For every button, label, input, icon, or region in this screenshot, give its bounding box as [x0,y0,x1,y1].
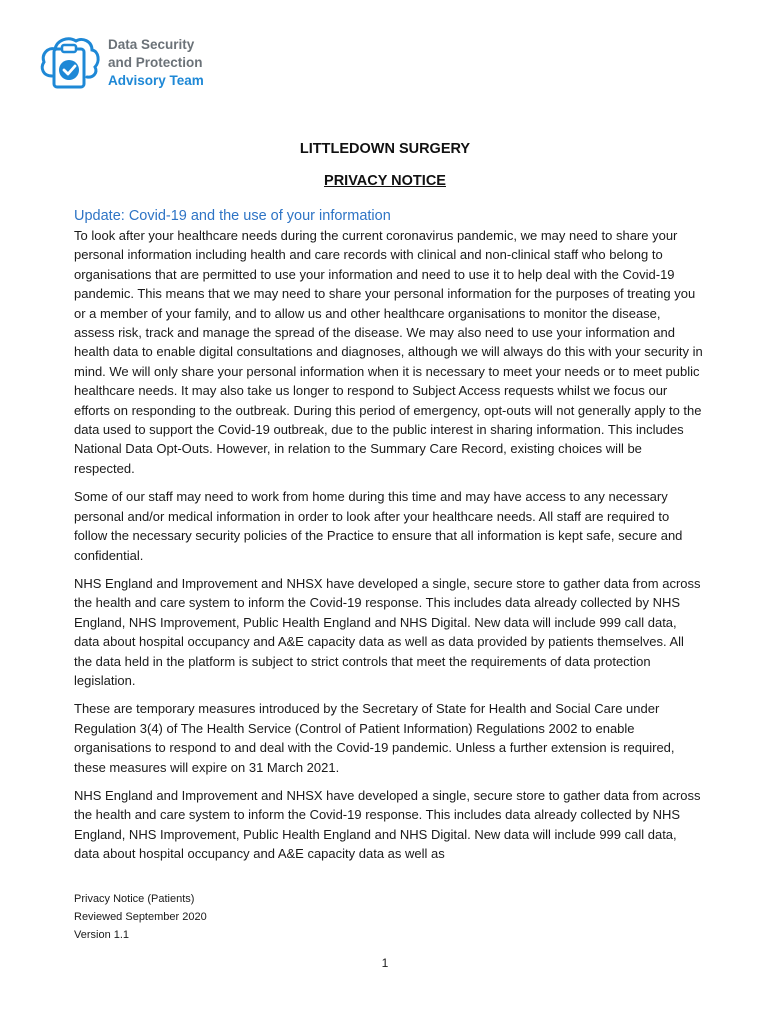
paragraph: NHS England and Improvement and NHSX have developed a single, secure store to gather data from across the health and care system to inform the Covid-19 response. This includes data already collected by NHS England, NHS Improvement, Public Health England and NHS Digital. New data will include 999 call data, data about hospital occupancy and A&E capacity data as well as [74,787,701,862]
logo-line-3: Advisory Team [108,73,204,88]
document-body [74,207,704,873]
logo [38,32,258,96]
clipboard-shield-check-icon [38,32,100,92]
surgery-title: LITTLEDOWN SURGERY [299,141,471,157]
paragraph: To look after your healthcare needs during the current coronavirus pandemic, we may need to share your personal information including health and care records with clinical and non-clinical staff who belong to organisations that are permitted to use your information and need to use it to help deal with the Covid-19 pandemic. This means that we may need to share your personal information for the purposes of treating you or a member of your family, and to allow us and other healthcare organisations to monitor the disease, assess risk, track and manage the spread of the disease. We may also need to use your information and health data to enable digital consultations and diagnoses, although we will always do this with your security in mind. We will only share your personal information when it is necessary to meet your needs or to meet public healthcare needs. It may also take us longer to respond to Subject Access requests whilst we focus our efforts on responding to the outbreak. During this period of emergency, opt-outs will not generally apply to the data used to support the Covid-19 outbreak, due to the public interest in sharing information. This includes National Data Opt-Outs. However, in relation to the Summary Care Record, existing choices will be respected. [74,228,703,476]
paragraph: Some of our staff may need to work from home during this time and may have access to any necessary personal and/or medical information in order to look after your healthcare needs. All staff are required to follow the necessary security policies of the Practice to ensure that all information is kept safe, secure and confidential. [74,489,683,563]
footer-version: Version 1.1 [74,929,130,941]
section-heading: Update: Covid-19 and the use of your information [74,208,391,224]
footer-document-name: Privacy Notice (Patients) [74,893,195,905]
logo-line-2: and Protection [108,55,203,70]
logo-text [108,36,204,90]
footer [74,890,207,944]
logo-line-1: Data Security [108,37,195,52]
page-number: 1 [381,956,389,970]
footer-reviewed-date: Reviewed September 2020 [74,911,207,923]
paragraph: These are temporary measures introduced by the Secretary of State for Health and Social Care under Regulation 3(4) of The Health Service (Control of Patient Information) Regulations 2002 to enable organisations to respond to and deal with the Covid-19 pandemic. Unless a further extension is required, these measures will expire on 31 March 2021. [74,701,675,775]
privacy-notice-title: PRIVACY NOTICE [324,173,446,189]
paragraph: NHS England and Improvement and NHSX have developed a single, secure store to gather data from across the health and care system to inform the Covid-19 response. This includes data already collected by NHS England, NHS Improvement, Public Health England and NHS Digital. New data will include 999 call data, data about hospital occupancy and A&E capacity data as well as data provided by patients themselves. All the data held in the platform is subject to strict controls that meet the requirements of data protection legislation. [74,575,701,688]
